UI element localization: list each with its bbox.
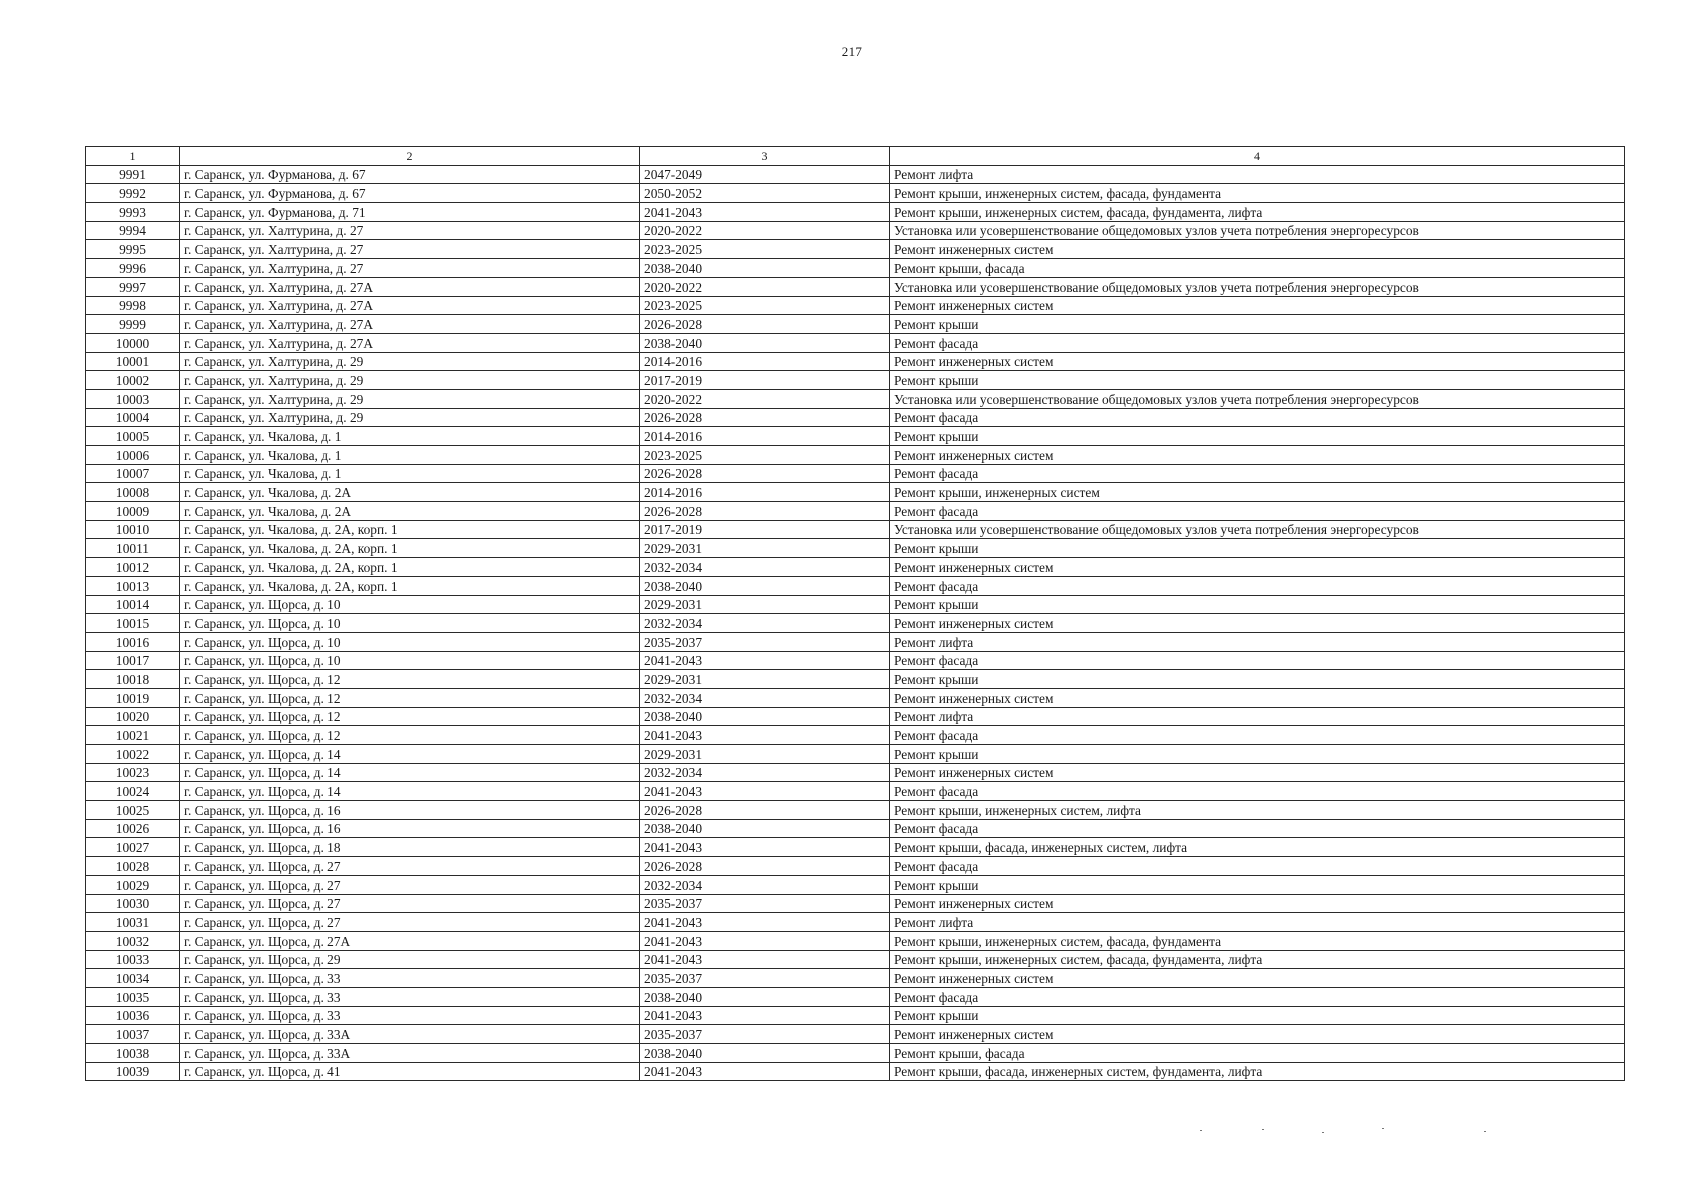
work-type-cell: Ремонт крыши [890,539,1625,558]
table-row [86,763,1625,782]
address-cell: г. Саранск, ул. Щорса, д. 10 [180,595,640,614]
row-number: 10011 [86,539,180,558]
table-row [86,203,1625,222]
table-row [86,987,1625,1006]
period-cell: 2041-2043 [640,950,890,969]
row-number: 9999 [86,315,180,334]
period-cell: 2026-2028 [640,801,890,820]
work-type-cell: Установка или усовершенствование общедомовых узлов учета потребления энергоресурсов [890,389,1625,408]
work-type-cell: Ремонт крыши [890,595,1625,614]
table-row [86,838,1625,857]
work-type-cell: Ремонт фасада [890,576,1625,595]
row-number: 10030 [86,894,180,913]
address-cell: г. Саранск, ул. Чкалова, д. 2А, корп. 1 [180,520,640,539]
period-cell: 2041-2043 [640,838,890,857]
work-type-cell: Установка или усовершенствование общедомовых узлов учета потребления энергоресурсов [890,520,1625,539]
work-type-cell: Ремонт крыши [890,745,1625,764]
table-row [86,688,1625,707]
row-number: 10019 [86,688,180,707]
work-type-cell: Ремонт инженерных систем [890,894,1625,913]
address-cell: г. Саранск, ул. Щорса, д. 27А [180,931,640,950]
work-type-cell: Ремонт инженерных систем [890,688,1625,707]
table-row [86,539,1625,558]
row-number: 10001 [86,352,180,371]
row-number: 10033 [86,950,180,969]
work-type-cell: Ремонт крыши, фасада, инженерных систем, фундамента, лифта [890,1062,1625,1081]
period-cell: 2041-2043 [640,651,890,670]
repair-schedule-table [85,146,1625,1081]
work-type-cell: Установка или усовершенствование общедомовых узлов учета потребления энергоресурсов [890,221,1625,240]
period-cell: 2020-2022 [640,389,890,408]
row-number: 10034 [86,969,180,988]
work-type-cell: Ремонт лифта [890,632,1625,651]
table-row [86,782,1625,801]
period-cell: 2026-2028 [640,502,890,521]
work-type-cell: Ремонт крыши, инженерных систем [890,483,1625,502]
work-type-cell: Ремонт инженерных систем [890,352,1625,371]
address-cell: г. Саранск, ул. Чкалова, д. 2А [180,502,640,521]
table-row [86,1044,1625,1063]
table-row [86,969,1625,988]
period-cell: 2032-2034 [640,688,890,707]
row-number: 10003 [86,389,180,408]
work-type-cell: Установка или усовершенствование общедомовых узлов учета потребления энергоресурсов [890,277,1625,296]
column-header-address: 2 [180,147,640,166]
table-row [86,184,1625,203]
address-cell: г. Саранск, ул. Халтурина, д. 27 [180,221,640,240]
table-row [86,857,1625,876]
work-type-cell: Ремонт крыши [890,875,1625,894]
period-cell: 2041-2043 [640,1006,890,1025]
column-header-period: 3 [640,147,890,166]
address-cell: г. Саранск, ул. Щорса, д. 33 [180,1006,640,1025]
row-number: 10036 [86,1006,180,1025]
work-type-cell: Ремонт инженерных систем [890,763,1625,782]
address-cell: г. Саранск, ул. Халтурина, д. 27А [180,296,640,315]
work-type-cell: Ремонт крыши [890,670,1625,689]
table-row [86,427,1625,446]
address-cell: г. Саранск, ул. Щорса, д. 14 [180,763,640,782]
table-row [86,726,1625,745]
table-row [86,894,1625,913]
table-row [86,1006,1625,1025]
work-type-cell: Ремонт лифта [890,913,1625,932]
address-cell: г. Саранск, ул. Щорса, д. 18 [180,838,640,857]
address-cell: г. Саранск, ул. Фурманова, д. 71 [180,203,640,222]
address-cell: г. Саранск, ул. Чкалова, д. 2А, корп. 1 [180,576,640,595]
address-cell: г. Саранск, ул. Щорса, д. 29 [180,950,640,969]
work-type-cell: Ремонт крыши, инженерных систем, фасада, фундамента [890,184,1625,203]
row-number: 9992 [86,184,180,203]
table-row [86,221,1625,240]
period-cell: 2026-2028 [640,315,890,334]
table-row [86,1025,1625,1044]
address-cell: г. Саранск, ул. Щорса, д. 12 [180,726,640,745]
row-number: 10037 [86,1025,180,1044]
period-cell: 2032-2034 [640,614,890,633]
work-type-cell: Ремонт фасада [890,464,1625,483]
period-cell: 2032-2034 [640,763,890,782]
row-number: 10035 [86,987,180,1006]
address-cell: г. Саранск, ул. Халтурина, д. 27А [180,277,640,296]
work-type-cell: Ремонт крыши, инженерных систем, фасада, фундамента [890,931,1625,950]
table-row [86,576,1625,595]
table-row [86,745,1625,764]
period-cell: 2041-2043 [640,913,890,932]
address-cell: г. Саранск, ул. Щорса, д. 33А [180,1044,640,1063]
period-cell: 2029-2031 [640,539,890,558]
period-cell: 2038-2040 [640,259,890,278]
header-row [86,147,1625,166]
row-number: 10022 [86,745,180,764]
period-cell: 2017-2019 [640,520,890,539]
table-row [86,931,1625,950]
table-row [86,614,1625,633]
table-row [86,240,1625,259]
address-cell: г. Саранск, ул. Чкалова, д. 2А, корп. 1 [180,539,640,558]
row-number: 10020 [86,707,180,726]
row-number: 10021 [86,726,180,745]
address-cell: г. Саранск, ул. Халтурина, д. 29 [180,389,640,408]
work-type-cell: Ремонт крыши [890,371,1625,390]
table-row [86,819,1625,838]
row-number: 10010 [86,520,180,539]
address-cell: г. Саранск, ул. Щорса, д. 12 [180,688,640,707]
row-number: 10038 [86,1044,180,1063]
row-number: 9997 [86,277,180,296]
table-row [86,165,1625,184]
table-row [86,371,1625,390]
address-cell: г. Саранск, ул. Щорса, д. 41 [180,1062,640,1081]
work-type-cell: Ремонт крыши [890,315,1625,334]
period-cell: 2038-2040 [640,576,890,595]
table-row [86,502,1625,521]
work-type-cell: Ремонт крыши, инженерных систем, фасада, фундамента, лифта [890,950,1625,969]
address-cell: г. Саранск, ул. Халтурина, д. 29 [180,371,640,390]
row-number: 9995 [86,240,180,259]
work-type-cell: Ремонт крыши, фасада [890,259,1625,278]
work-type-cell: Ремонт фасада [890,651,1625,670]
period-cell: 2032-2034 [640,875,890,894]
period-cell: 2026-2028 [640,857,890,876]
table-row [86,464,1625,483]
address-cell: г. Саранск, ул. Халтурина, д. 27А [180,315,640,334]
address-cell: г. Саранск, ул. Фурманова, д. 67 [180,165,640,184]
row-number: 9998 [86,296,180,315]
work-type-cell: Ремонт крыши, инженерных систем, лифта [890,801,1625,820]
row-number: 10029 [86,875,180,894]
period-cell: 2050-2052 [640,184,890,203]
row-number: 10023 [86,763,180,782]
period-cell: 2014-2016 [640,483,890,502]
table-row [86,333,1625,352]
period-cell: 2038-2040 [640,1044,890,1063]
work-type-cell: Ремонт инженерных систем [890,969,1625,988]
address-cell: г. Саранск, ул. Халтурина, д. 29 [180,408,640,427]
table-row [86,389,1625,408]
period-cell: 2017-2019 [640,371,890,390]
period-cell: 2026-2028 [640,408,890,427]
table-row [86,875,1625,894]
period-cell: 2038-2040 [640,987,890,1006]
table-row [86,446,1625,465]
row-number: 9994 [86,221,180,240]
table-row [86,558,1625,577]
work-type-cell: Ремонт крыши, инженерных систем, фасада, фундамента, лифта [890,203,1625,222]
address-cell: г. Саранск, ул. Чкалова, д. 1 [180,446,640,465]
period-cell: 2023-2025 [640,240,890,259]
row-number: 10014 [86,595,180,614]
row-number: 10018 [86,670,180,689]
table-row [86,595,1625,614]
row-number: 9991 [86,165,180,184]
address-cell: г. Саранск, ул. Халтурина, д. 27 [180,240,640,259]
row-number: 10016 [86,632,180,651]
row-number: 10006 [86,446,180,465]
table-row [86,1062,1625,1081]
address-cell: г. Саранск, ул. Чкалова, д. 2А, корп. 1 [180,558,640,577]
period-cell: 2020-2022 [640,277,890,296]
address-cell: г. Саранск, ул. Халтурина, д. 27 [180,259,640,278]
work-type-cell: Ремонт инженерных систем [890,446,1625,465]
work-type-cell: Ремонт фасада [890,987,1625,1006]
period-cell: 2029-2031 [640,595,890,614]
row-number: 10012 [86,558,180,577]
table-row [86,352,1625,371]
row-number: 10027 [86,838,180,857]
row-number: 10009 [86,502,180,521]
work-type-cell: Ремонт крыши, фасада, инженерных систем, лифта [890,838,1625,857]
period-cell: 2014-2016 [640,427,890,446]
row-number: 10008 [86,483,180,502]
period-cell: 2026-2028 [640,464,890,483]
work-type-cell: Ремонт фасада [890,333,1625,352]
row-number: 10013 [86,576,180,595]
address-cell: г. Саранск, ул. Щорса, д. 27 [180,875,640,894]
period-cell: 2047-2049 [640,165,890,184]
table-row [86,632,1625,651]
work-type-cell: Ремонт фасада [890,726,1625,745]
address-cell: г. Саранск, ул. Щорса, д. 10 [180,614,640,633]
period-cell: 2035-2037 [640,1025,890,1044]
row-number: 10031 [86,913,180,932]
row-number: 10026 [86,819,180,838]
period-cell: 2041-2043 [640,1062,890,1081]
period-cell: 2038-2040 [640,707,890,726]
work-type-cell: Ремонт фасада [890,857,1625,876]
row-number: 9996 [86,259,180,278]
address-cell: г. Саранск, ул. Халтурина, д. 27А [180,333,640,352]
period-cell: 2038-2040 [640,333,890,352]
period-cell: 2029-2031 [640,745,890,764]
address-cell: г. Саранск, ул. Щорса, д. 14 [180,745,640,764]
period-cell: 2041-2043 [640,782,890,801]
work-type-cell: Ремонт крыши [890,1006,1625,1025]
period-cell: 2032-2034 [640,558,890,577]
work-type-cell: Ремонт фасада [890,782,1625,801]
work-type-cell: Ремонт крыши [890,427,1625,446]
table-row [86,315,1625,334]
table-row [86,296,1625,315]
work-type-cell: Ремонт фасада [890,819,1625,838]
address-cell: г. Саранск, ул. Чкалова, д. 2А [180,483,640,502]
work-type-cell: Ремонт инженерных систем [890,240,1625,259]
table-row [86,520,1625,539]
work-type-cell: Ремонт инженерных систем [890,558,1625,577]
row-number: 10024 [86,782,180,801]
address-cell: г. Саранск, ул. Щорса, д. 27 [180,913,640,932]
period-cell: 2038-2040 [640,819,890,838]
table-row [86,801,1625,820]
address-cell: г. Саранск, ул. Щорса, д. 10 [180,632,640,651]
scan-specks [1200,1128,1500,1134]
work-type-cell: Ремонт инженерных систем [890,296,1625,315]
address-cell: г. Саранск, ул. Щорса, д. 33А [180,1025,640,1044]
row-number: 10005 [86,427,180,446]
period-cell: 2020-2022 [640,221,890,240]
address-cell: г. Саранск, ул. Чкалова, д. 1 [180,464,640,483]
row-number: 10015 [86,614,180,633]
period-cell: 2035-2037 [640,894,890,913]
row-number: 10017 [86,651,180,670]
table-row [86,670,1625,689]
work-type-cell: Ремонт лифта [890,165,1625,184]
period-cell: 2023-2025 [640,446,890,465]
work-type-cell: Ремонт фасада [890,408,1625,427]
row-number: 10028 [86,857,180,876]
address-cell: г. Саранск, ул. Щорса, д. 27 [180,857,640,876]
row-number: 10007 [86,464,180,483]
table-row [86,707,1625,726]
row-number: 9993 [86,203,180,222]
address-cell: г. Саранск, ул. Щорса, д. 33 [180,987,640,1006]
address-cell: г. Саранск, ул. Халтурина, д. 29 [180,352,640,371]
period-cell: 2041-2043 [640,203,890,222]
work-type-cell: Ремонт крыши, фасада [890,1044,1625,1063]
table-row [86,651,1625,670]
work-type-cell: Ремонт инженерных систем [890,1025,1625,1044]
period-cell: 2041-2043 [640,931,890,950]
address-cell: г. Саранск, ул. Чкалова, д. 1 [180,427,640,446]
address-cell: г. Саранск, ул. Щорса, д. 27 [180,894,640,913]
address-cell: г. Саранск, ул. Щорса, д. 10 [180,651,640,670]
address-cell: г. Саранск, ул. Щорса, д. 14 [180,782,640,801]
table-row [86,913,1625,932]
table-header [86,147,1625,166]
address-cell: г. Саранск, ул. Щорса, д. 12 [180,707,640,726]
table-row [86,950,1625,969]
work-type-cell: Ремонт лифта [890,707,1625,726]
row-number: 10032 [86,931,180,950]
table-row [86,483,1625,502]
row-number: 10039 [86,1062,180,1081]
row-number: 10000 [86,333,180,352]
row-number: 10025 [86,801,180,820]
column-header-work-type: 4 [890,147,1625,166]
period-cell: 2014-2016 [640,352,890,371]
address-cell: г. Саранск, ул. Фурманова, д. 67 [180,184,640,203]
address-cell: г. Саранск, ул. Щорса, д. 12 [180,670,640,689]
column-header-number: 1 [86,147,180,166]
table-row [86,408,1625,427]
period-cell: 2023-2025 [640,296,890,315]
table-row [86,277,1625,296]
period-cell: 2029-2031 [640,670,890,689]
work-type-cell: Ремонт инженерных систем [890,614,1625,633]
address-cell: г. Саранск, ул. Щорса, д. 16 [180,819,640,838]
period-cell: 2035-2037 [640,969,890,988]
work-type-cell: Ремонт фасада [890,502,1625,521]
table-row [86,259,1625,278]
address-cell: г. Саранск, ул. Щорса, д. 16 [180,801,640,820]
period-cell: 2035-2037 [640,632,890,651]
row-number: 10004 [86,408,180,427]
page-number: 217 [841,44,863,59]
table-body [86,165,1625,1081]
row-number: 10002 [86,371,180,390]
period-cell: 2041-2043 [640,726,890,745]
address-cell: г. Саранск, ул. Щорса, д. 33 [180,969,640,988]
